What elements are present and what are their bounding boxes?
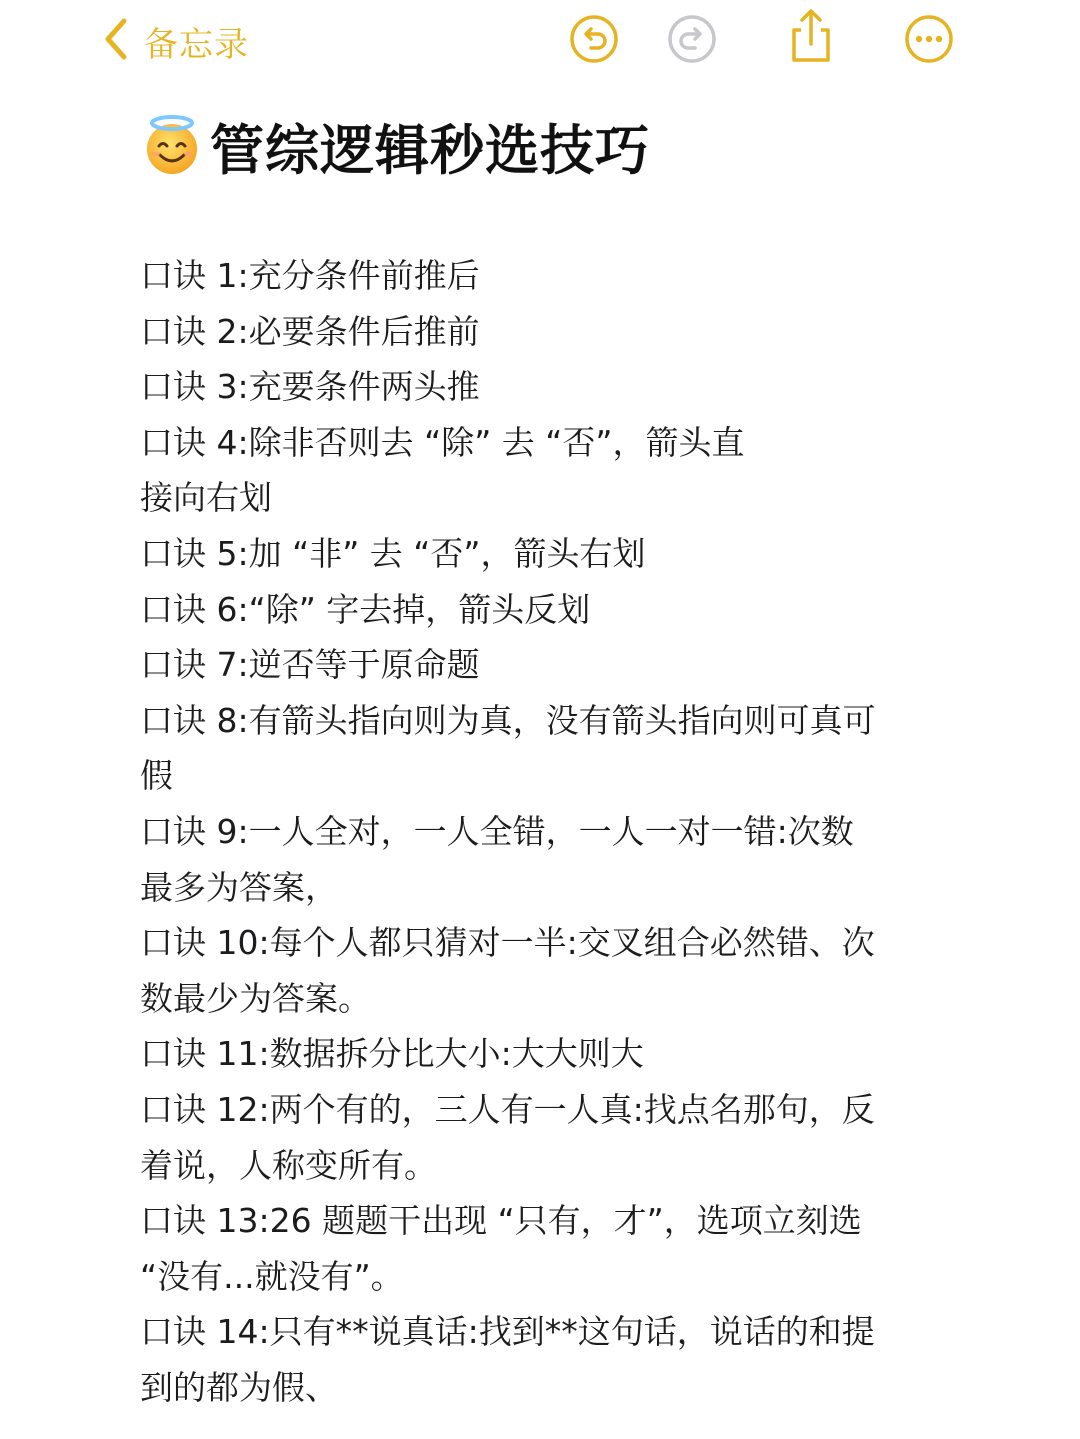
note-line: 口诀 1:充分条件前推后 [140,256,480,295]
undo-button[interactable] [569,16,619,66]
smiling-face-with-halo-icon [142,114,202,180]
note-line: 口诀 10:每个人都只猜对一半:交叉组合必然错、次 [140,923,875,963]
note-line: 口诀 8:有箭头指向则为真，没有箭头指向则可真可 [140,700,876,740]
note-line: 口诀 14:只有**说真话:找到**这句话，说话的和提 [140,1312,875,1352]
navigation-bar [0,0,1080,86]
share-icon [786,8,836,68]
note-title-text: 管综逻辑秒选技巧 [210,119,650,182]
note-line: 口诀 7:逆否等于原命题 [140,645,480,685]
back-label: 备忘录 [144,24,249,65]
note-line: 假 [140,756,173,796]
note-line: 口诀 2:必要条件后推前 [140,311,480,351]
share-button[interactable] [786,10,836,66]
note-line: 口诀 12:两个有的，三人有一人真:找点名那句，反 [140,1089,875,1129]
note-body[interactable] [140,248,960,1415]
chevron-left-icon [102,17,130,65]
more-icon [904,14,954,68]
note-line: 口诀 13:26 题题干出现 “只有，才”，选项立刻选 [140,1201,862,1241]
note-line: 口诀 3:充要条件两头推 [140,367,480,407]
note-line: 口诀 6:“除” 字去掉，箭头反划 [140,589,591,629]
note-line: 接向右划 [140,478,272,518]
back-button[interactable] [102,14,249,68]
note-line: 口诀 4:除非否则去 “除” 去 “否”，箭头直 [140,422,745,462]
note-line: “没有...就没有”。 [140,1256,404,1296]
note-line: 着说，人称变所有。 [140,1145,437,1185]
redo-icon [667,14,717,68]
note-line: 到的都为假、 [140,1367,338,1407]
redo-button[interactable] [667,16,717,66]
undo-icon [569,14,619,68]
note-title [142,108,650,185]
note-line: 口诀 11:数据拆分比大小:大大则大 [140,1034,644,1074]
note-line: 数最少为答案。 [140,978,371,1018]
note-line: 最多为答案， [140,867,338,907]
note-line: 口诀 9:一人全对，一人全错，一人一对一错:次数 [140,811,854,851]
note-line: 口诀 5:加 “非” 去 “否”，箭头右划 [140,533,646,573]
more-button[interactable] [904,16,954,66]
